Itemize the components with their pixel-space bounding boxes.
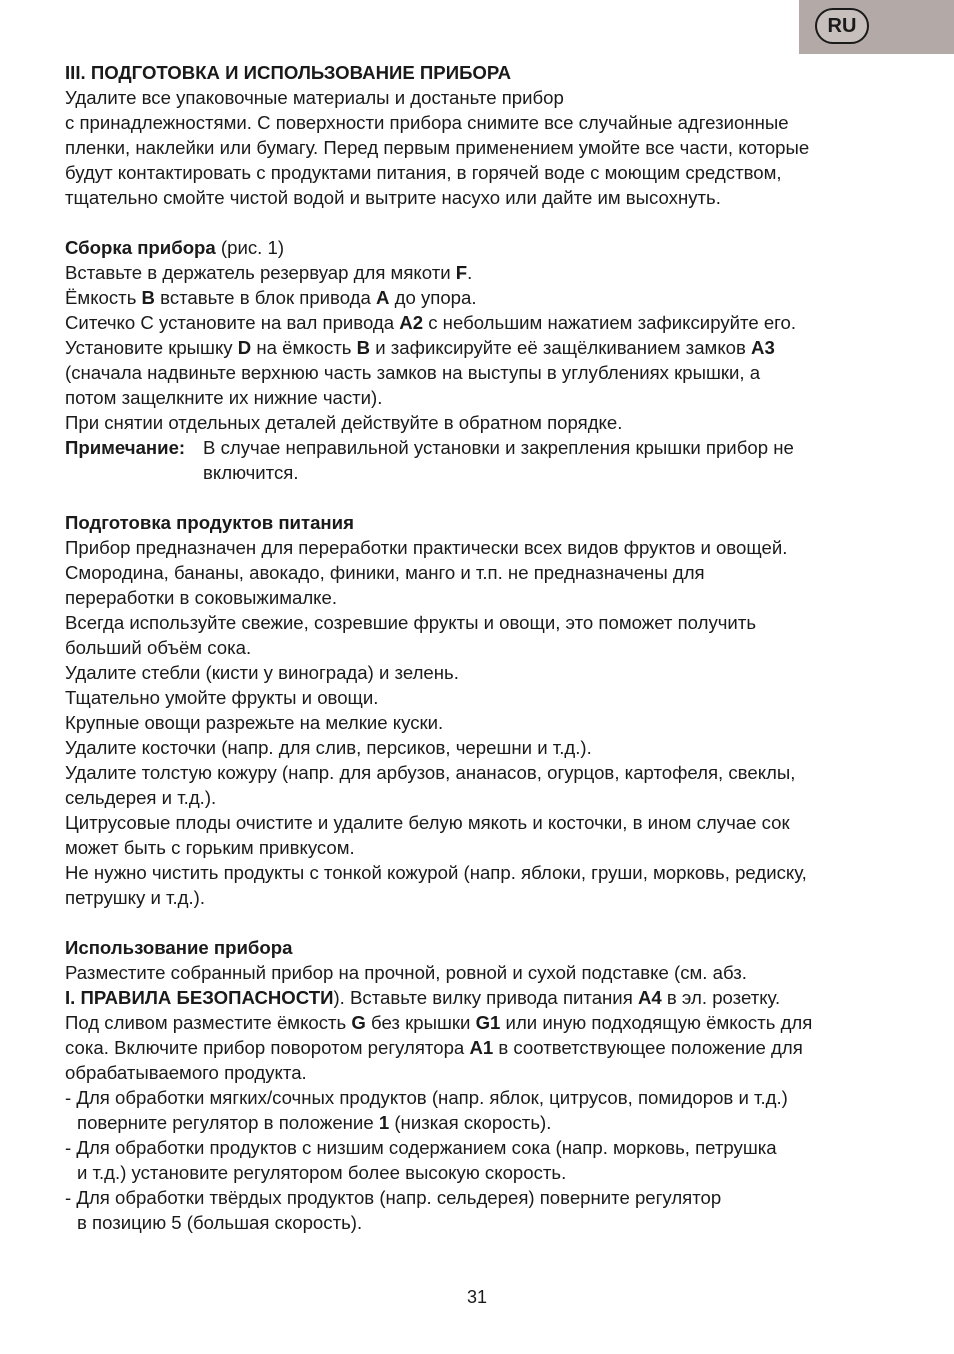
paragraph-line: Разместите собранный прибор на прочной, ровной и сухой подставке (см. абз. (65, 962, 747, 983)
paragraph-line: Удалите толстую кожуру (напр. для арбузов, ананасов, огурцов, картофеля, свеклы, (65, 762, 796, 783)
note-text: включится. (203, 462, 299, 483)
note-continuation (65, 460, 905, 485)
paragraph-line: Смородина, бананы, авокадо, финики, манго и т.п. не предназначены для (65, 562, 705, 583)
page-number: 31 (466, 1287, 488, 1307)
paragraph-line: Удалите косточки (напр. для слив, персиков, черешни и т.д.). (65, 737, 592, 758)
paragraph-line: Прибор предназначен для переработки практически всех видов фруктов и овощей. (65, 537, 788, 558)
usage-title: Использование прибора (65, 937, 293, 958)
language-tab (799, 0, 954, 54)
paragraph-line: Удалите все упаковочные материалы и достаньте прибор (65, 87, 564, 108)
document-body (65, 60, 905, 1235)
paragraph-line: сока. Включите прибор поворотом регулятора A1 в соответствующее положение для (65, 1037, 803, 1058)
paragraph-line: Под сливом разместите ёмкость G без крышки G1 или иную подходящую ёмкость для (65, 1012, 813, 1033)
paragraph-line: Цитрусовые плоды очистите и удалите белую мякоть и косточки, в ином случае сок (65, 812, 790, 833)
assembly-heading (65, 235, 905, 260)
assembly-title: Сборка прибора (65, 237, 216, 258)
paragraph-line: Тщательно умойте фрукты и овощи. (65, 687, 379, 708)
paragraph-line: Всегда используйте свежие, созревшие фрукты и овощи, это поможет получить (65, 612, 757, 633)
paragraph-line: Удалите стебли (кисти у винограда) и зелень. (65, 662, 459, 683)
paragraph-line: обрабатываемого продукта. (65, 1062, 307, 1083)
paragraph-line: пленки, наклейки или бумагу. Перед первым применением умойте все части, которые (65, 137, 810, 158)
paragraph-line: Установите крышку D на ёмкость B и зафиксируйте её защёлкиванием замков A3 (65, 337, 775, 358)
paragraph-line: петрушку и т.д.). (65, 887, 206, 908)
note-text: В случае неправильной установки и закрепления крышки прибор не (203, 437, 794, 458)
paragraph-line: I. ПРАВИЛА БЕЗОПАСНОСТИ). Вставьте вилку привода питания A4 в эл. розетку. (65, 987, 781, 1008)
bullet-item: - Для обработки мягких/сочных продуктов (напр. яблок, цитрусов, помидоров и т.д.) (65, 1087, 788, 1108)
language-badge: RU (815, 8, 869, 44)
paragraph-line: потом защелкните их нижние части). (65, 387, 383, 408)
paragraph-line: будут контактировать с продуктами питания, в горячей воде с моющим средством, (65, 162, 782, 183)
food-prep-title: Подготовка продуктов питания (65, 512, 354, 533)
paragraph-line: больший объём сока. (65, 637, 252, 658)
bullet-continuation: и т.д.) установите регулятором более высокую скорость. (77, 1162, 567, 1183)
bullet-item: - Для обработки твёрдых продуктов (напр. сельдерея) поверните регулятор (65, 1187, 722, 1208)
paragraph-line: переработки в соковыжималке. (65, 587, 338, 608)
paragraph-line: Ситечко С установите на вал привода A2 с небольшим нажатием зафиксируйте его. (65, 312, 797, 333)
paragraph-line: может быть с горьким привкусом. (65, 837, 355, 858)
note (65, 435, 905, 460)
bullet-item: - Для обработки продуктов с низшим содержанием сока (напр. морковь, петрушка (65, 1137, 777, 1158)
paragraph-line: тщательно смойте чистой водой и вытрите насухо или дайте им высохнуть. (65, 187, 721, 208)
bullet-continuation: поверните регулятор в положение 1 (низкая скорость). (77, 1112, 552, 1133)
paragraph-line: с принадлежностями. С поверхности прибора снимите все случайные адгезионные (65, 112, 789, 133)
note-label: Примечание: (65, 437, 186, 458)
paragraph-line: сельдерея и т.д.). (65, 787, 217, 808)
paragraph-line: (сначала надвиньте верхнюю часть замков на выступы в углублениях крышки, а (65, 362, 761, 383)
paragraph-line: Ёмкость B вставьте в блок привода A до упора. (65, 287, 477, 308)
bullet-continuation: в позицию 5 (большая скорость). (77, 1212, 363, 1233)
paragraph-line: Вставьте в держатель резервуар для мякоти F. (65, 262, 473, 283)
paragraph-line: Крупные овощи разрежьте на мелкие куски. (65, 712, 444, 733)
section-title: III. ПОДГОТОВКА И ИСПОЛЬЗОВАНИЕ ПРИБОРА (65, 62, 512, 83)
assembly-title-suffix: (рис. 1) (215, 237, 285, 258)
paragraph-line: Не нужно чистить продукты с тонкой кожурой (напр. яблоки, груши, морковь, редиску, (65, 862, 807, 883)
paragraph-line: При снятии отдельных деталей действуйте в обратном порядке. (65, 412, 623, 433)
